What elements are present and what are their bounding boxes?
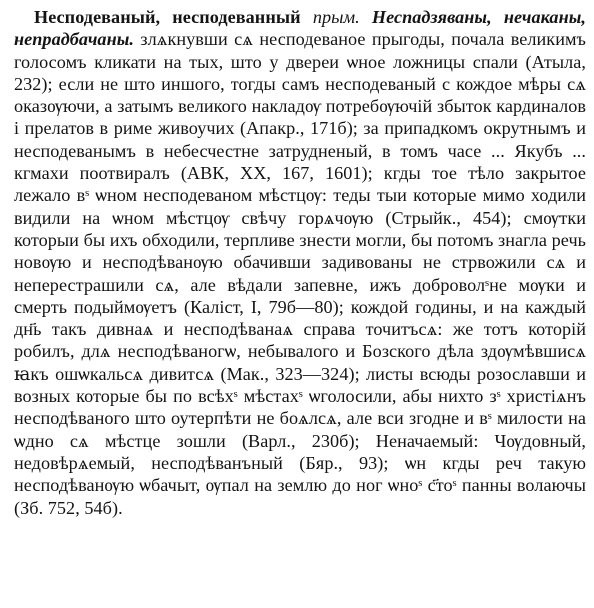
- entry-translation: Неспадзяваны, нечаканы, непрадбачаны.: [14, 7, 586, 50]
- dictionary-entry: [14, 6, 586, 519]
- entry-citations: злѧкнувши сѧ несподеваное прыгоды, почала великимъ голосомъ кликати на тых, што у двереи ѡное ложницы спали (Атыла, 232); если не што иншого, тогды самъ несподеваный с кождое мѣры сѧ оказѹючи, а затымъ великого накладѹ потребѹючій збыток кардиналов і прелатов в риме живоучих (Апакр., 171б); за припадкомъ окрутнымъ и несподеванымъ в небесчестне затрудненый, в томъ часе ... Якубъ ... кгмахи поотвиралъ (АВК, XX, 167, 1601); кгды тое тѣло закрытое лежало вˢ ѡном несподеваном мѣстцѹ: теды тыи которые мимо ходили видили на ѡном мѣстцѹ свѣчу горѧчѹю (Стрыйк., 454); смѹтки которыи бы ихъ обходили, терпливе знести могли, бы потомъ знагла речь новѹю и несподѣванѹю обачивши задивованы не стрвожили сѧ и неперестрашили сѧ, але вѣдали запевне, ижъ доброволˢне мѹки и смерть подыймѹетъ (Каліст, I, 79б—80); кождой годины, и на каждый дн҃ь такъ дивнаѧ и несподѣванаѧ справа точитъсѧ: же тотъ которій робилъ, длѧ несподѣваногѡ, небывалого и Бозского дѣла здѹмѣвшисѧ ꙗкъ ошѡкальсѧ дивитсѧ (Мак., 323—324); листы всюды розославши и возных которые бы по всѣхˢ мѣстахˢ ѡголосили, абы нихто зˢ христіѧнъ несподѣваного што оутерпѣти не боѧлсѧ, але вси згодне и вˢ милости на ѡдно сѧ мѣстце зошли (Варл., 230б); Неначаемый: Чѹдовный, недовѣрѧемый, несподѣванъный (Бяр., 93); ѡн кгды реч такую несподѣванѹю ѡбачыт, ѹпал на землю до ног ѡноˢ с҃тоˢ панны волаючы (Зб. 752, 54б).: [14, 29, 586, 518]
- entry-headword: Несподеваный, несподеванный: [34, 7, 301, 27]
- entry-grammar-label: прым.: [312, 7, 360, 27]
